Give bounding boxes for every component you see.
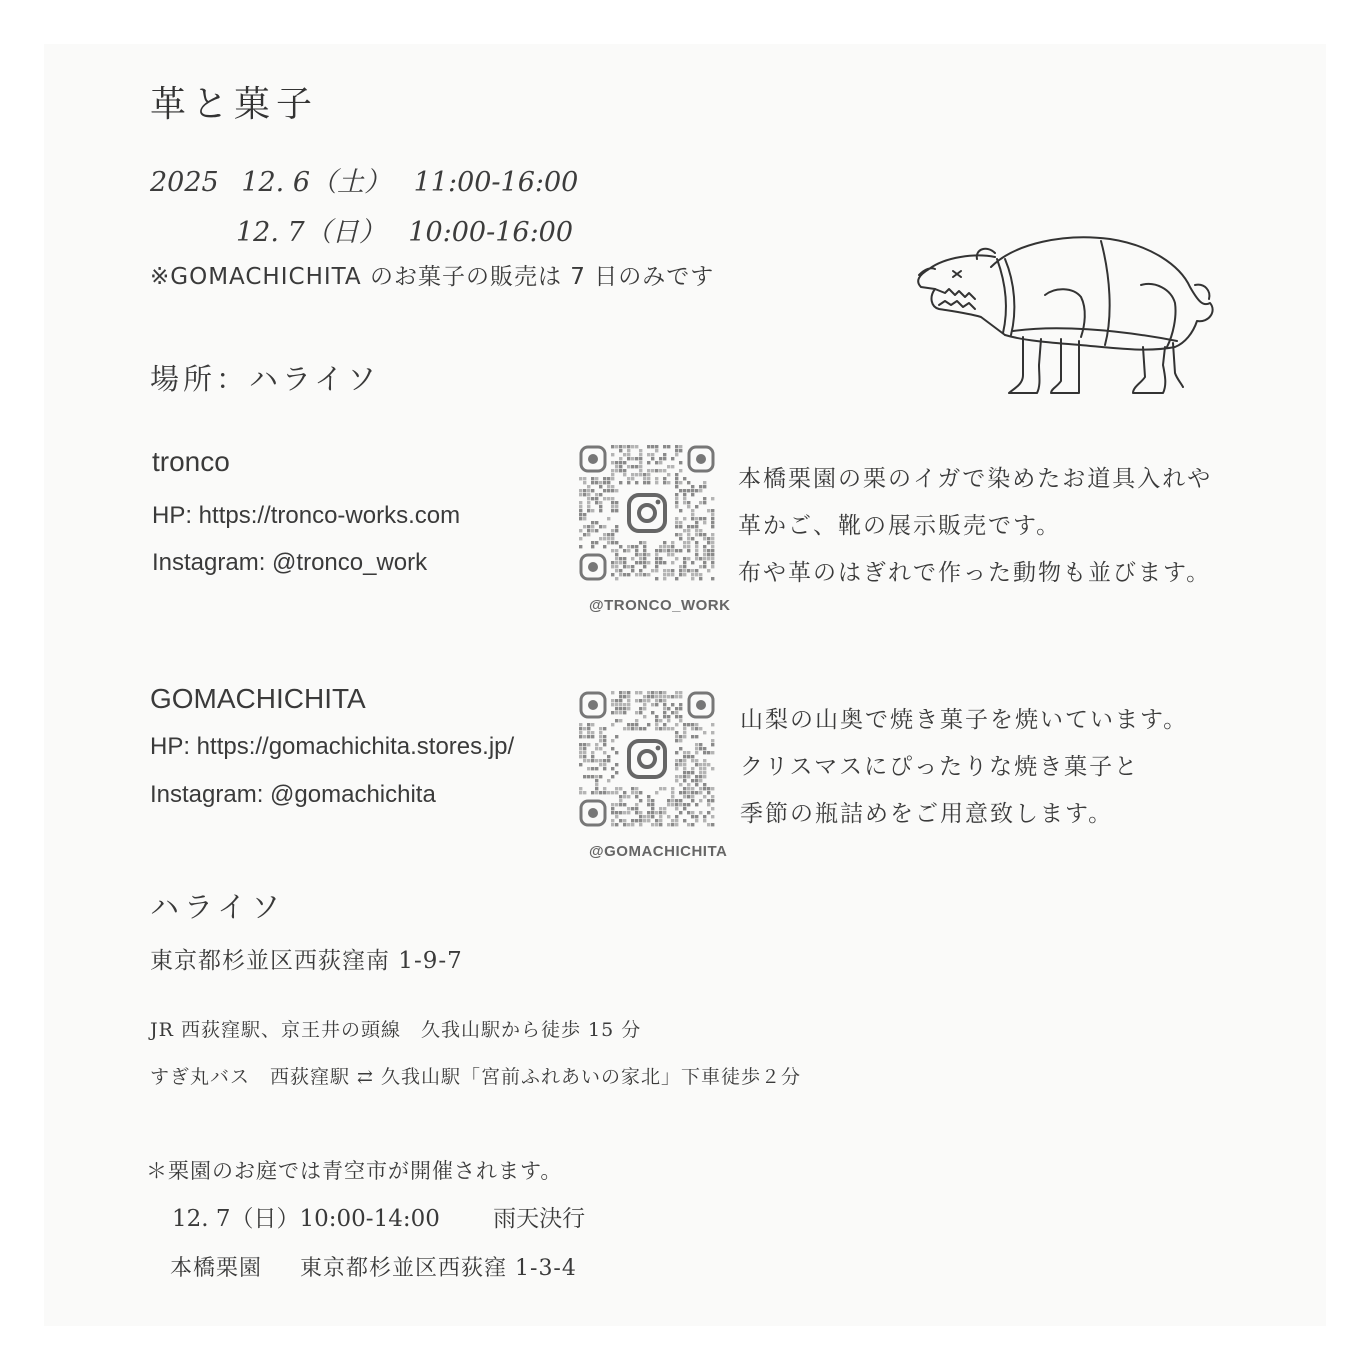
event-day-1: 12. 6（土） (241, 167, 392, 198)
event-year: 2025 (150, 167, 219, 198)
access-line: JR 西荻窪駅、京王井の頭線 久我山駅から徒歩 15 分 (150, 1019, 642, 1041)
market-place (170, 1251, 577, 1282)
description-line: 本橋栗園の栗のイガで染めたお道具入れや (738, 466, 1213, 492)
bear-illustration (905, 225, 1225, 405)
event-date-2 (236, 210, 573, 249)
venue-address: 東京都杉並区西荻窪南 1-9-7 (150, 948, 463, 974)
market-place-name: 本橋栗園 (170, 1256, 263, 1281)
description-line: 山梨の山奥で焼き菓子を焼いています。 (740, 707, 1189, 733)
sale-note: ※GOMACHICHITA のお菓子の販売は 7 日のみです (150, 264, 715, 290)
shop-hp-gomachichita[interactable]: HP: https://gomachichita.stores.jp/ (150, 733, 515, 760)
qr-caption-gomachichita: @GOMACHICHITA (589, 843, 728, 860)
event-day-2: 12. 7（日） (236, 217, 386, 248)
market-date: 12. 7（日）10:00-14:00 (172, 1206, 440, 1232)
event-time-1: 11:00-16:00 (413, 167, 579, 198)
shop-hp-tronco[interactable]: HP: https://tronco-works.com (152, 502, 461, 529)
shop-name-gomachichita: GOMACHICHITA (150, 683, 366, 714)
shop-description-gomachichita (740, 697, 1188, 838)
market-place-address: 東京都杉並区西荻窪 1-3-4 (300, 1256, 577, 1281)
instagram-qr-icon[interactable] (579, 445, 715, 581)
description-line: 季節の瓶詰めをご用意致します。 (740, 801, 1114, 827)
market-weather: 雨天決行 (493, 1206, 586, 1232)
qr-caption-tronco: @TRONCO_WORK (589, 597, 731, 614)
instagram-qr-icon[interactable] (579, 691, 715, 827)
shop-name-tronco: tronco (152, 446, 230, 477)
shop-instagram-gomachichita[interactable]: Instagram: @gomachichita (150, 781, 436, 808)
market-note: ＊栗園のお庭では青空市が開催されます。 (146, 1159, 563, 1183)
shop-instagram-tronco[interactable]: Instagram: @tronco_work (152, 549, 428, 576)
market-time (172, 1200, 585, 1233)
event-time-2: 10:00-16:00 (408, 217, 574, 248)
event-date-1 (150, 160, 578, 199)
shop-description-tronco (738, 456, 1212, 597)
access-line: すぎ丸バス 西荻窪駅 ⇄ 久我山駅「宮前ふれあいの家北」下車徒歩２分 (150, 1066, 802, 1088)
page-title: 革と菓子 (150, 84, 319, 125)
place-label: 場所：ハライソ (150, 362, 381, 396)
description-line: 布や革のはぎれで作った動物も並びます。 (738, 560, 1212, 586)
venue-title: ハライソ (150, 890, 286, 924)
description-line: クリスマスにぴったりな焼き菓子と (740, 754, 1140, 780)
description-line: 革かご、靴の展示販売です。 (738, 513, 1062, 539)
